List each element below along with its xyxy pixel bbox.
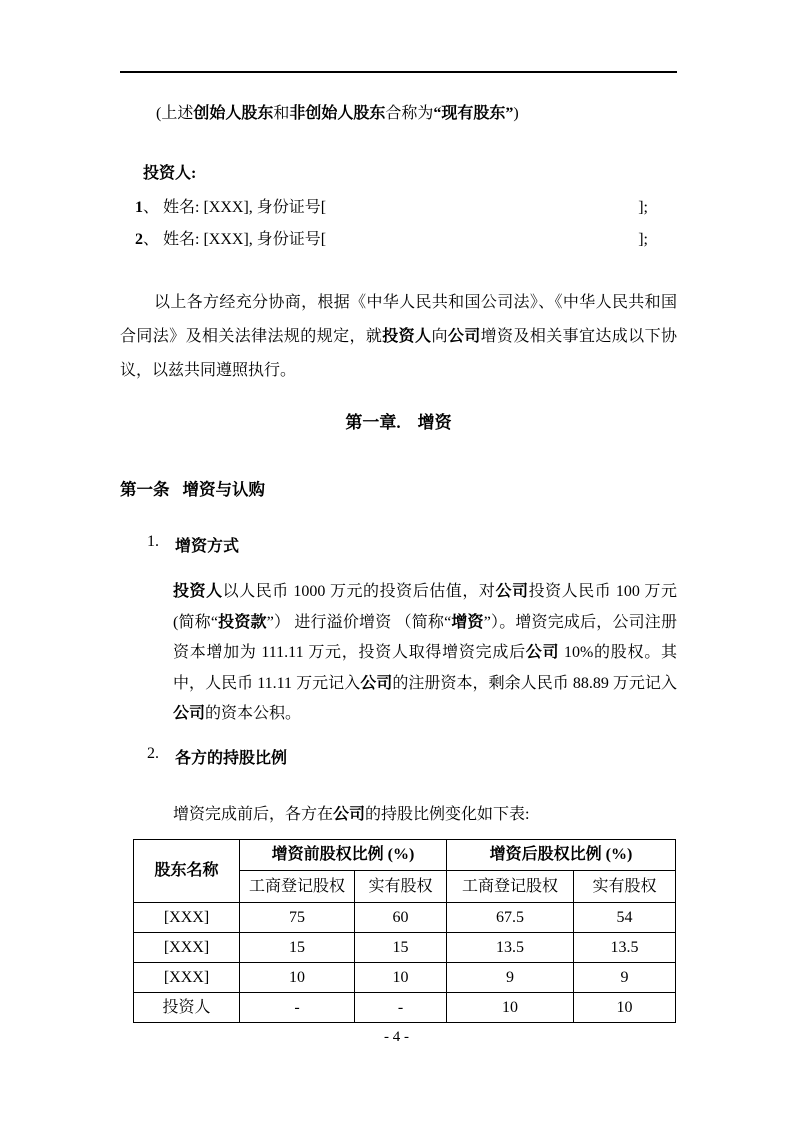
cell-value: 10 [240,963,355,993]
increase-method-paragraph: 投资人以人民币 1000 万元的投资后估值，对公司投资人民币 100 万元(简称“投资款”） 进行溢价增资 （简称“增资”）。增资完成后，公司注册资本增加为 111.11 万元，投资人取得增资完成后公司 10%的股权。其中，人民币 11.11 万元记入公司的注册资本，剩余人民币 88.89 万元记入公司的资本公积。 [173,583,677,722]
cell-value: 13.5 [574,933,676,963]
cell-value: 10 [574,993,676,1023]
investor-item-1-number: 1 [135,199,143,216]
shareholding-table-intro: 增资完成前后，各方在公司的持股比例变化如下表: [173,806,530,823]
cell-shareholder-name: 投资人 [134,993,240,1023]
investor-item-1-lead [135,194,326,217]
subheader-actual-equity-pre: 实有股权 [355,871,447,903]
list-item-2-title: 各方的持股比例 [175,750,288,767]
cell-value: 10 [447,993,574,1023]
cell-shareholder-name: [XXX] [134,963,240,993]
cell-value: 13.5 [447,933,574,963]
agreement-preamble-paragraph: 以上各方经充分协商，根据《中华人民共和国公司法》、《中华人民共和国合同法》及相关法律法规的规定，就投资人向公司增资及相关事宜达成以下协议，以兹共同遵照执行。 [120,294,677,379]
article-heading-title: 增资与认购 [182,480,265,499]
page-number: - 4 - [384,1029,409,1045]
article-heading [120,476,265,500]
header-shareholder-name: 股东名称 [134,840,240,903]
table-header-row-1 [134,840,676,871]
investor-item-1-text: 、 姓名: [XXX], 身份证号[ [143,199,327,216]
list-item-1-title: 增资方式 [175,538,240,555]
cell-shareholder-name: [XXX] [134,933,240,963]
investor-item-2-tail: ]; [638,231,648,248]
cell-value: 9 [574,963,676,993]
cell-value: 15 [355,933,447,963]
table-row [134,993,676,1023]
investor-item-1 [135,194,648,217]
cell-value: 15 [240,933,355,963]
investor-item-2-text: 、 姓名: [XXX], 身份证号[ [143,231,327,248]
cell-value: 67.5 [447,903,574,933]
investor-item-2 [135,226,648,249]
shareholding-table [133,839,676,1023]
cell-value: 54 [574,903,676,933]
cell-value: 75 [240,903,355,933]
list-item-1-number: 1. [147,533,159,550]
cell-shareholder-name: [XXX] [134,903,240,933]
cell-value: - [355,993,447,1023]
list-item-2-number: 2. [147,745,159,762]
cell-value: 10 [355,963,447,993]
article-heading-number: 第一条 [120,480,170,499]
investor-item-1-tail: ]; [638,199,648,216]
header-post-increase: 增资后股权比例 (%) [447,840,676,871]
investor-item-2-lead [135,226,326,249]
table-row [134,933,676,963]
list-item-increase-method [147,533,239,556]
subheader-registered-equity-post: 工商登记股权 [447,871,574,903]
list-item-shareholding-ratio [147,745,287,768]
cell-value: 60 [355,903,447,933]
investor-heading: 投资人: [143,165,197,182]
table-row [134,963,676,993]
investor-item-2-number: 2 [135,231,143,248]
header-pre-increase: 增资前股权比例 (%) [240,840,447,871]
header-divider-rule [120,71,677,73]
shareholders-definition-note: (上述创始人股东和非创始人股东合称为“现有股东”) [156,105,519,122]
subheader-actual-equity-post: 实有股权 [574,871,676,903]
chapter-heading: 第一章. 增资 [345,413,452,432]
subheader-registered-equity-pre: 工商登记股权 [240,871,355,903]
cell-value: - [240,993,355,1023]
table-row [134,903,676,933]
cell-value: 9 [447,963,574,993]
